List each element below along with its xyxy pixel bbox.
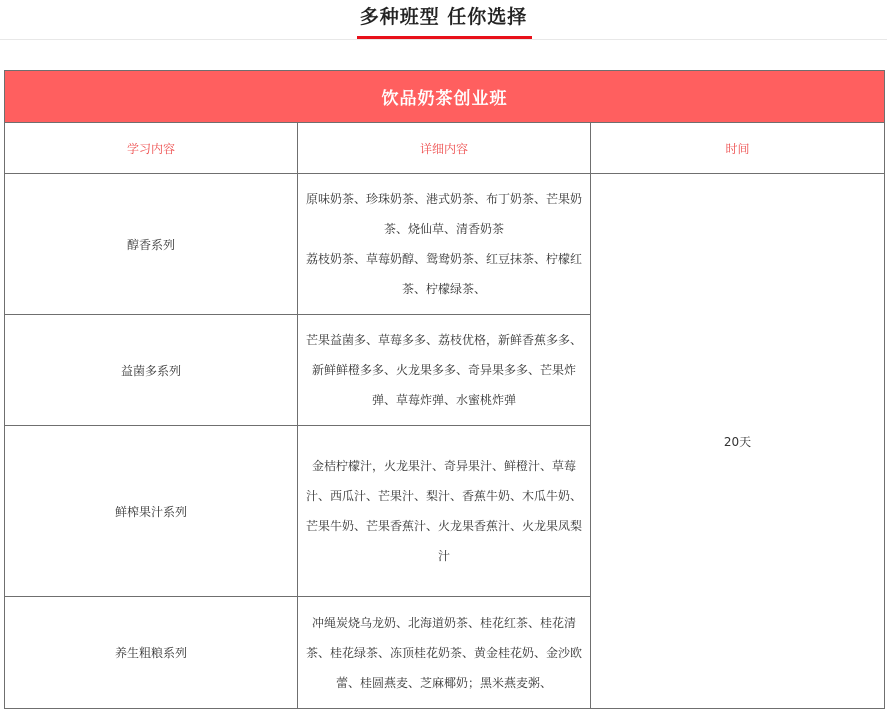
header-time: 时间 xyxy=(591,123,885,174)
detail-line: 冲绳炭烧乌龙奶、北海道奶茶、桂花红茶、桂花清茶、桂花绿茶、冻顶桂花奶茶、黄金桂花奶、金沙欧蕾、桂圆燕麦、芝麻椰奶；黑米燕麦粥、 xyxy=(306,615,583,690)
header-details: 详细内容 xyxy=(298,123,591,174)
detail-cell xyxy=(298,426,591,597)
category-cell: 醇香系列 xyxy=(5,174,298,315)
detail-line: 芒果益菌多、草莓多多、荔枝优格，新鲜香蕉多多、新鲜鲜橙多多、火龙果多多、奇异果多多、芒果炸弹、草莓炸弹、水蜜桃炸弹 xyxy=(306,333,583,407)
detail-line: 原味奶茶、珍珠奶茶、港式奶茶、布丁奶茶、芒果奶茶、烧仙草、清香奶茶 xyxy=(306,192,583,236)
header-learning-content: 学习内容 xyxy=(5,123,298,174)
category-cell: 鲜榨果汁系列 xyxy=(5,426,298,597)
banner-row xyxy=(5,71,885,123)
detail-line: 荔枝奶茶、草莓奶醇、鸳鸯奶茶、红豆抹茶、柠檬红茶、柠檬绿茶、 xyxy=(306,252,583,296)
detail-cell xyxy=(298,597,591,709)
header-row xyxy=(5,123,885,174)
detail-cell xyxy=(298,174,591,315)
duration-cell: 20天 xyxy=(591,174,885,709)
course-table xyxy=(4,70,885,709)
section-header xyxy=(0,0,887,40)
category-cell: 养生粗粮系列 xyxy=(5,597,298,709)
detail-cell xyxy=(298,315,591,426)
course-banner: 饮品奶茶创业班 xyxy=(5,71,885,123)
section-title: 多种班型 任你选择 xyxy=(359,6,528,28)
detail-line: 金桔柠檬汁，火龙果汁、奇异果汁、鲜橙汁、草莓汁、西瓜汁、芒果汁、梨汁、香蕉牛奶、木瓜牛奶、芒果牛奶、芒果香蕉汁、火龙果香蕉汁、火龙果凤梨汁 xyxy=(306,459,583,563)
category-cell: 益菌多系列 xyxy=(5,315,298,426)
title-underline xyxy=(357,36,532,39)
table-row xyxy=(5,174,885,315)
